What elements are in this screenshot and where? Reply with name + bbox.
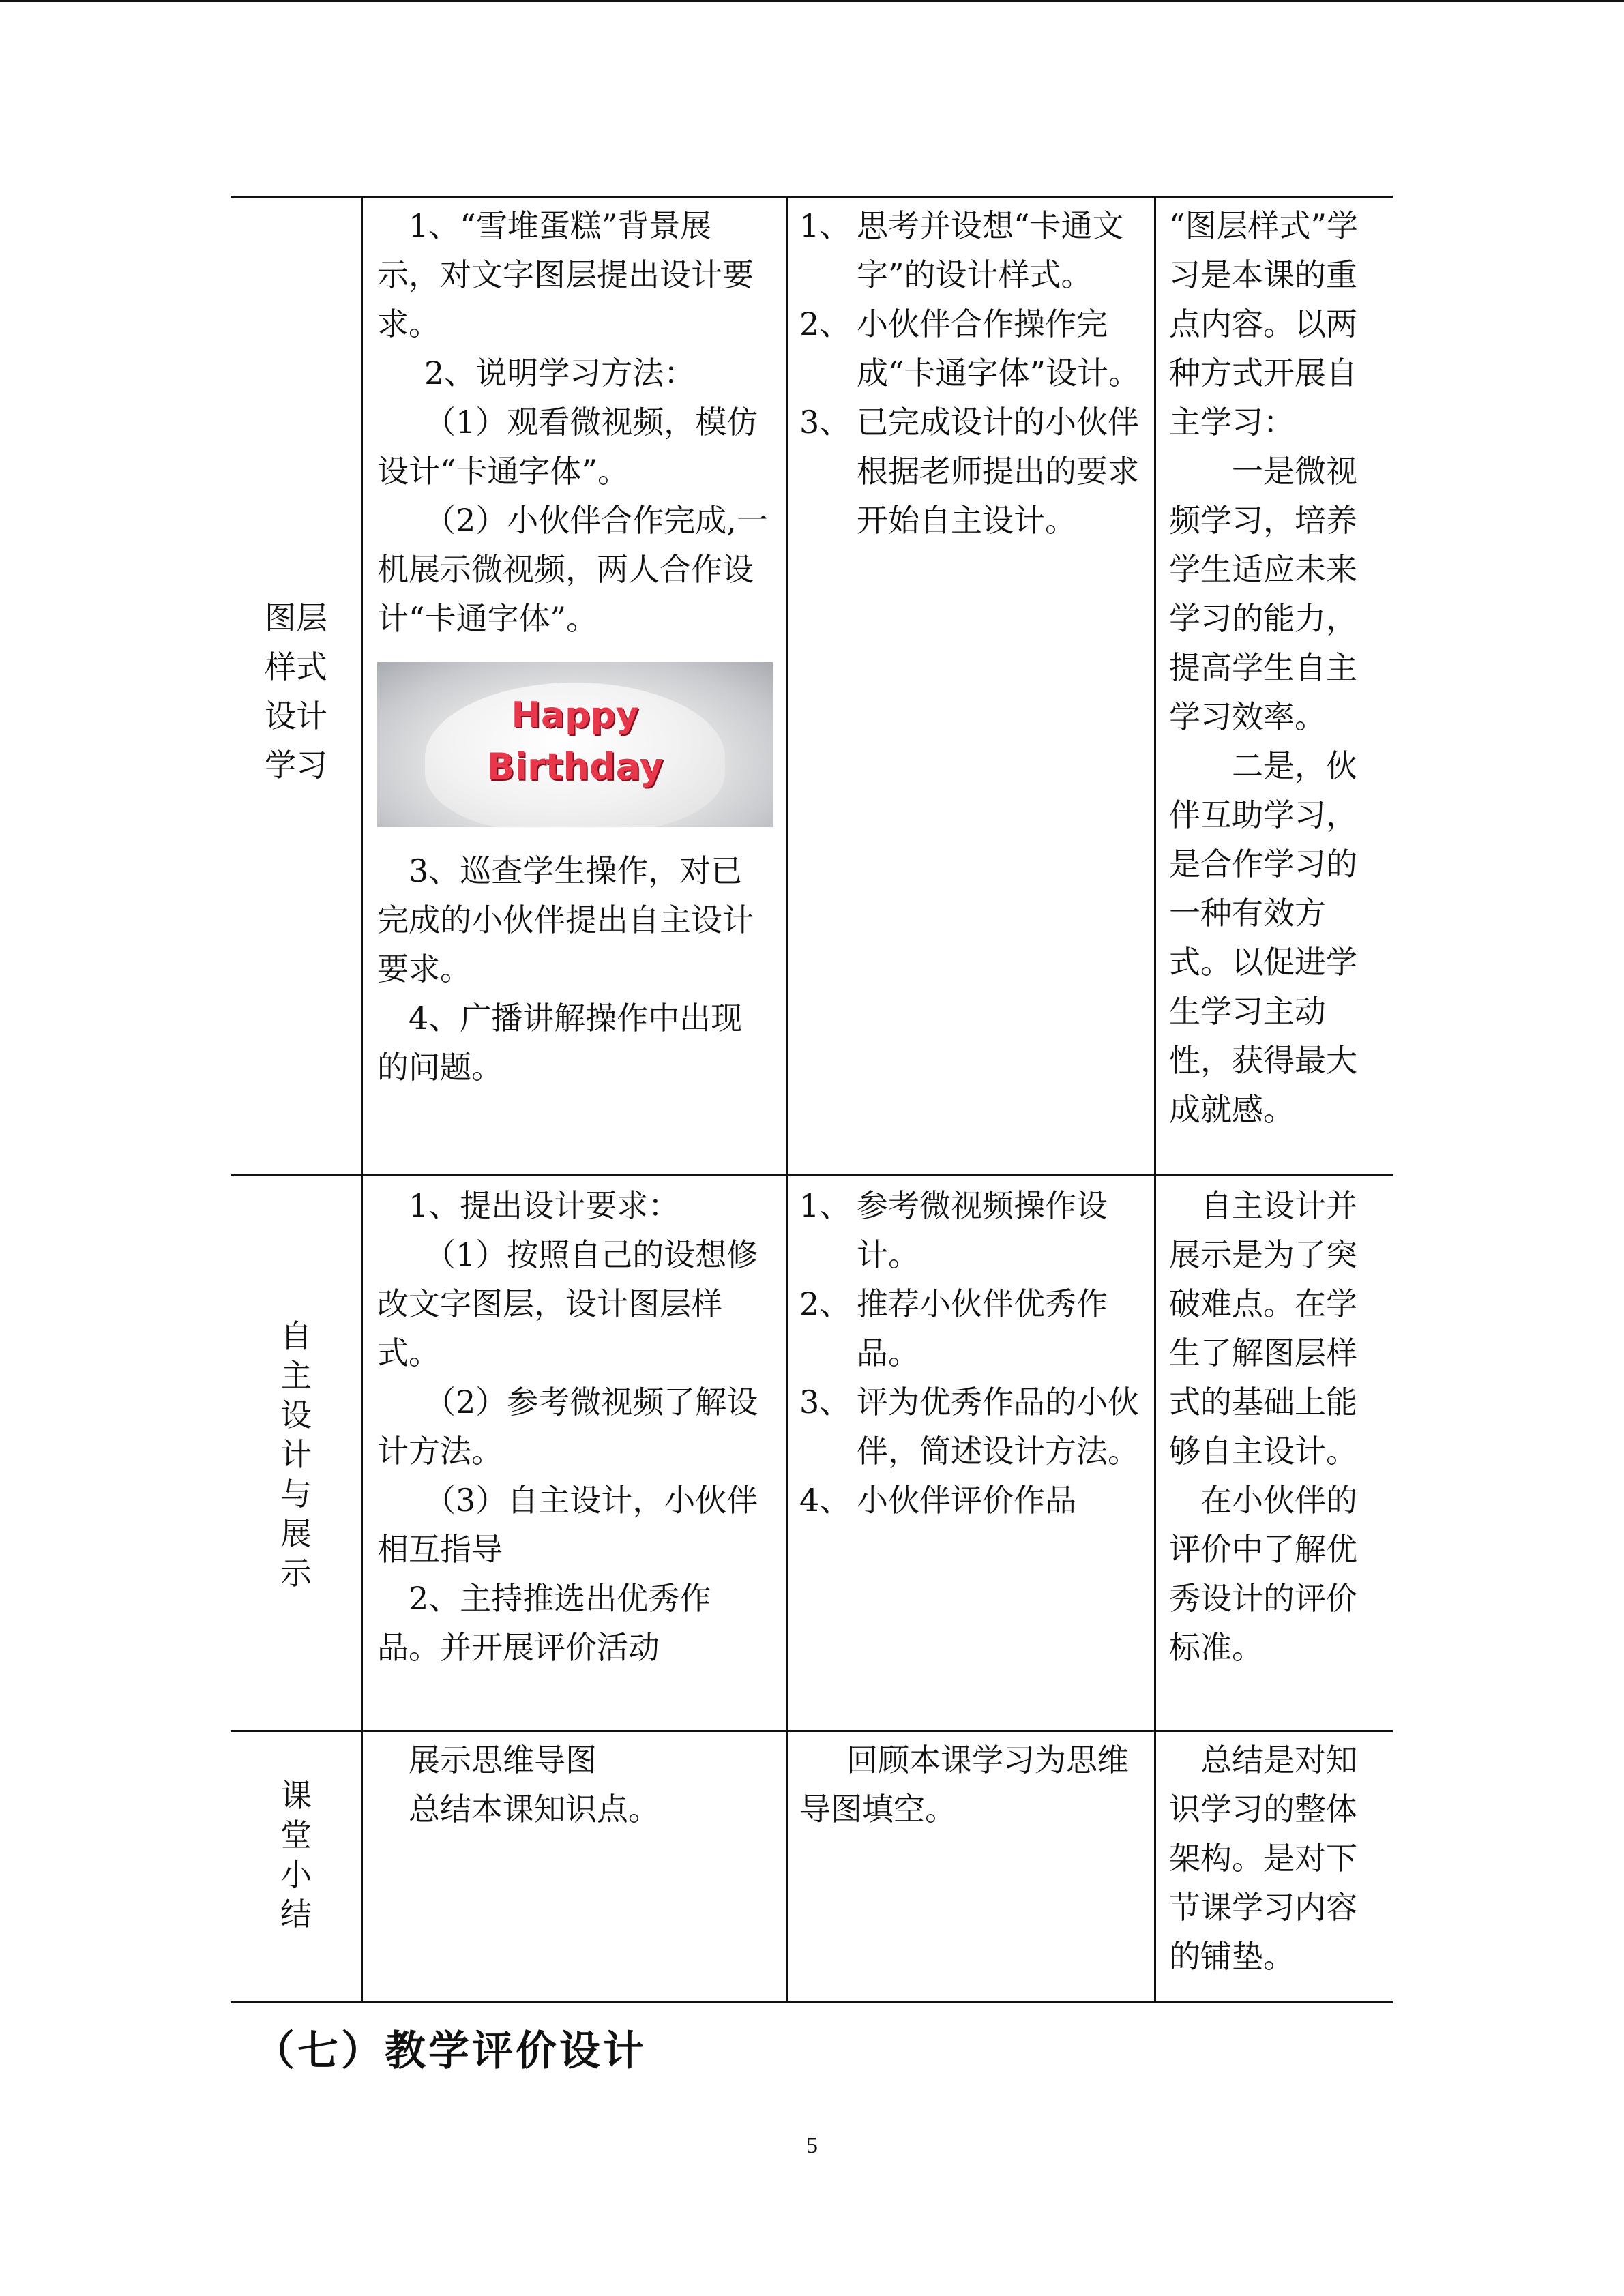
student-activity-item	[799, 1476, 1144, 1525]
teacher-activity-text: 展示思维导图	[409, 1742, 597, 1778]
design-intent-text: “图层样式”学习是本课的重点内容。以两种方式开展自主学习：	[1169, 207, 1359, 441]
item-number: 1、	[799, 1187, 851, 1224]
stage-label-char: 结	[280, 1896, 312, 1933]
teacher-activity-text: （3）自主设计，小伙伴相互指导	[377, 1482, 758, 1568]
student-activity-cell	[799, 1735, 1144, 1834]
item-text: 已完成设计的小伙伴根据老师提出的要求开始自主设计。	[857, 404, 1139, 539]
table-rule-top	[231, 196, 1393, 198]
table-col-rule-2	[786, 196, 788, 2003]
teacher-activity-text: （2）参考微视频了解设计方法。	[377, 1384, 758, 1470]
table-rule-row1	[231, 1174, 1393, 1176]
student-activity-item	[799, 299, 1144, 398]
item-number: 3、	[799, 1384, 851, 1420]
stage-label-char: 展	[280, 1515, 312, 1552]
teacher-activity-cell	[377, 1181, 773, 1672]
stage-label-summary	[262, 1776, 330, 1934]
student-activity-cell	[799, 1181, 1144, 1525]
table-col-rule-3	[1154, 196, 1156, 2003]
design-intent-cell	[1169, 1735, 1374, 1981]
student-activity-text: 回顾本课学习为思维导图填空。	[799, 1742, 1129, 1828]
table-rule-bottom	[231, 2001, 1393, 2003]
item-number: 1、	[799, 207, 851, 244]
item-text: 推荐小伙伴优秀作品。	[857, 1285, 1108, 1371]
stage-label-char: 主	[280, 1357, 312, 1394]
teacher-activity-text: 1、提出设计要求：	[409, 1187, 680, 1224]
stage-label-char: 自	[280, 1317, 312, 1354]
student-activity-cell	[799, 201, 1144, 545]
teacher-activity-cell	[377, 1735, 773, 1834]
stage-label-char: 堂	[280, 1817, 312, 1853]
item-text: 思考并设想“卡通文字”的设计样式。	[857, 207, 1124, 293]
stage-label-self-design	[262, 1316, 330, 1593]
design-intent-text: 自主设计并展示是为了突破难点。在学生了解图层样式的基础上能够自主设计。	[1169, 1187, 1357, 1470]
teacher-activity-text: （1）观看微视频，模仿设计“卡通字体”。	[377, 404, 758, 490]
teacher-activity-text: 总结本课知识点。	[409, 1791, 660, 1828]
top-border	[0, 0, 1624, 2]
table-col-rule-1	[361, 196, 363, 2003]
stage-label-line: 样式	[265, 648, 327, 685]
teacher-activity-text: （1）按照自己的设想修改文字图层，设计图层样式。	[377, 1236, 758, 1371]
design-intent-cell	[1169, 1181, 1374, 1672]
stage-label-line: 学习	[265, 747, 327, 784]
teacher-activity-cell	[377, 201, 773, 1092]
teacher-activity-text: 3、巡查学生操作，对已完成的小伙伴提出自主设计要求。	[377, 852, 754, 987]
student-activity-item	[799, 1181, 1144, 1279]
teacher-activity-text: 2、说明学习方法：	[424, 355, 696, 391]
table-rule-row2	[231, 1730, 1393, 1732]
item-number: 2、	[799, 305, 851, 342]
design-intent-cell	[1169, 201, 1374, 1134]
image-text-happy: Happy	[511, 695, 639, 736]
stage-label-char: 计	[280, 1436, 312, 1473]
teacher-activity-text: 1、“雪堆蛋糕”背景展示，对文字图层提出设计要求。	[377, 207, 754, 342]
student-activity-item	[799, 201, 1144, 299]
teacher-activity-text: 2、主持推选出优秀作品。并开展评价活动	[377, 1580, 711, 1666]
stage-label-line: 设计	[265, 698, 327, 734]
item-text: 小伙伴合作操作完成“卡通字体”设计。	[857, 305, 1140, 391]
item-text: 评为优秀作品的小伙伴，简述设计方法。	[857, 1384, 1139, 1470]
item-number: 2、	[799, 1285, 851, 1322]
stage-label-char: 示	[280, 1555, 312, 1592]
lesson-table	[231, 196, 1393, 2003]
design-intent-text: 总结是对知识学习的整体架构。是对下节课学习内容的铺垫。	[1169, 1742, 1357, 1975]
stage-label-char: 设	[280, 1397, 312, 1433]
section-heading: （七）教学评价设计	[254, 2027, 647, 2075]
stage-label-char: 小	[280, 1856, 312, 1893]
page-number: 5	[806, 2133, 818, 2158]
design-intent-text: 二是，伙伴互助学习，是合作学习的一种有效方式。以促进学生学习主动性，获得最大成就感。	[1169, 747, 1357, 1128]
stage-label-char: 课	[280, 1777, 312, 1814]
happy-birthday-snow-image	[377, 662, 773, 827]
item-number: 3、	[799, 404, 851, 441]
design-intent-text: 在小伙伴的评价中了解优秀设计的评价标准。	[1169, 1482, 1357, 1666]
design-intent-text: 一是微视频学习，培养学生适应未来学习的能力，提高学生自主学习效率。	[1169, 453, 1357, 735]
student-activity-item	[799, 1377, 1144, 1476]
teacher-activity-text: （2）小伙伴合作完成,一机展示微视频，两人合作设计“卡通字体”。	[377, 502, 768, 637]
item-text: 参考微视频操作设计。	[857, 1187, 1108, 1273]
image-text-birthday: Birthday	[486, 745, 664, 788]
item-number: 4、	[799, 1482, 851, 1519]
student-activity-item	[799, 1279, 1144, 1377]
teacher-activity-text: 4、广播讲解操作中出现的问题。	[377, 1000, 743, 1086]
item-text: 小伙伴评价作品	[857, 1482, 1076, 1519]
stage-label-layer-style	[262, 593, 330, 790]
student-activity-item	[799, 398, 1144, 545]
stage-label-line: 图层	[265, 599, 327, 636]
stage-label-char: 与	[280, 1476, 312, 1512]
